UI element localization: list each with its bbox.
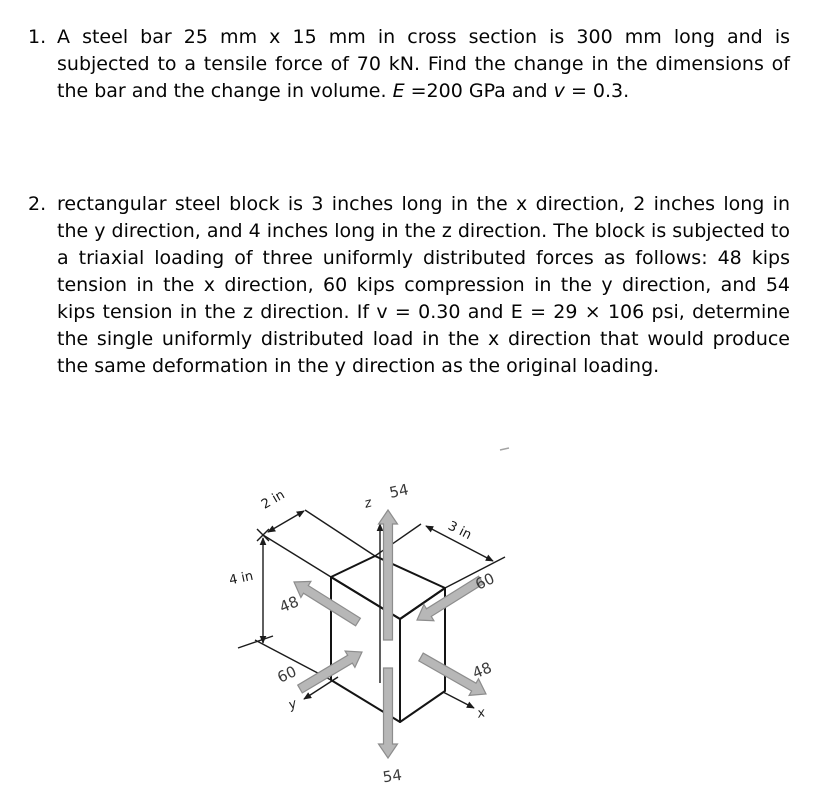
force-arrow-54-up <box>379 510 398 640</box>
figure-problem-2 <box>210 440 530 800</box>
force-label-60-right: 60 <box>472 569 498 594</box>
text-segment: v <box>553 80 565 102</box>
force-label-48-left: 48 <box>276 592 302 617</box>
text-segment: = 0.3. <box>564 80 630 102</box>
axis-label-z: z <box>362 495 374 512</box>
problem-1-text <box>57 24 790 105</box>
force-label-54-bottom: 54 <box>381 765 404 787</box>
text-segment: A steel bar 25 mm x 15 mm in cross section is 300 mm long and is subjected to a tensile force of 70 kN. Find the change in the dimensions of the bar and the change in volume. <box>57 26 790 102</box>
text-segment: =200 GPa and <box>404 80 554 102</box>
problem-item-1 <box>0 0 823 105</box>
axis-label-x: x <box>475 705 487 722</box>
force-label-48-right: 48 <box>469 658 495 683</box>
triaxial-block-sketch <box>210 440 530 800</box>
dim-label-4in: 4 in <box>227 568 255 589</box>
force-label-54-top: 54 <box>387 480 411 502</box>
problem-2-text <box>57 191 790 380</box>
force-arrows <box>294 510 486 758</box>
axis-label-y: y <box>286 696 299 714</box>
extension-line-top-upper <box>305 510 375 556</box>
extension-line-top-right-a <box>375 524 421 556</box>
scan-artifact-mark <box>500 448 509 450</box>
force-label-60-left: 60 <box>274 662 300 687</box>
problem-1-number: 1. <box>28 26 47 48</box>
text-segment: E <box>392 80 405 102</box>
dim-label-2in: 2 in <box>258 487 288 513</box>
problem-item-2 <box>0 191 823 380</box>
dimension-line-2in <box>268 511 304 532</box>
force-arrow-60-right <box>417 576 483 621</box>
force-arrow-60-left <box>298 651 362 693</box>
dim-label-3in: 3 in <box>445 518 474 544</box>
text-segment: rectangular steel block is 3 inches long in the x direction, 2 inches long in the y direction, and 4 inches long in the z direction. The block is subjected to a triaxial loading of three uniformly distributed forces as follows: 48 kips tension in the x direction, 60 kips compression in the y direction, and 54 kips tension in the z direction. If v = 0.30 and E = 29 × 106 psi, determine the single uniformly distributed load in the x direction that would produce the same deformation in the y direction as the original loading. <box>57 193 790 377</box>
extension-line-top-left <box>263 535 331 577</box>
problem-2-number: 2. <box>28 193 47 215</box>
force-arrow-54-down <box>379 668 398 758</box>
